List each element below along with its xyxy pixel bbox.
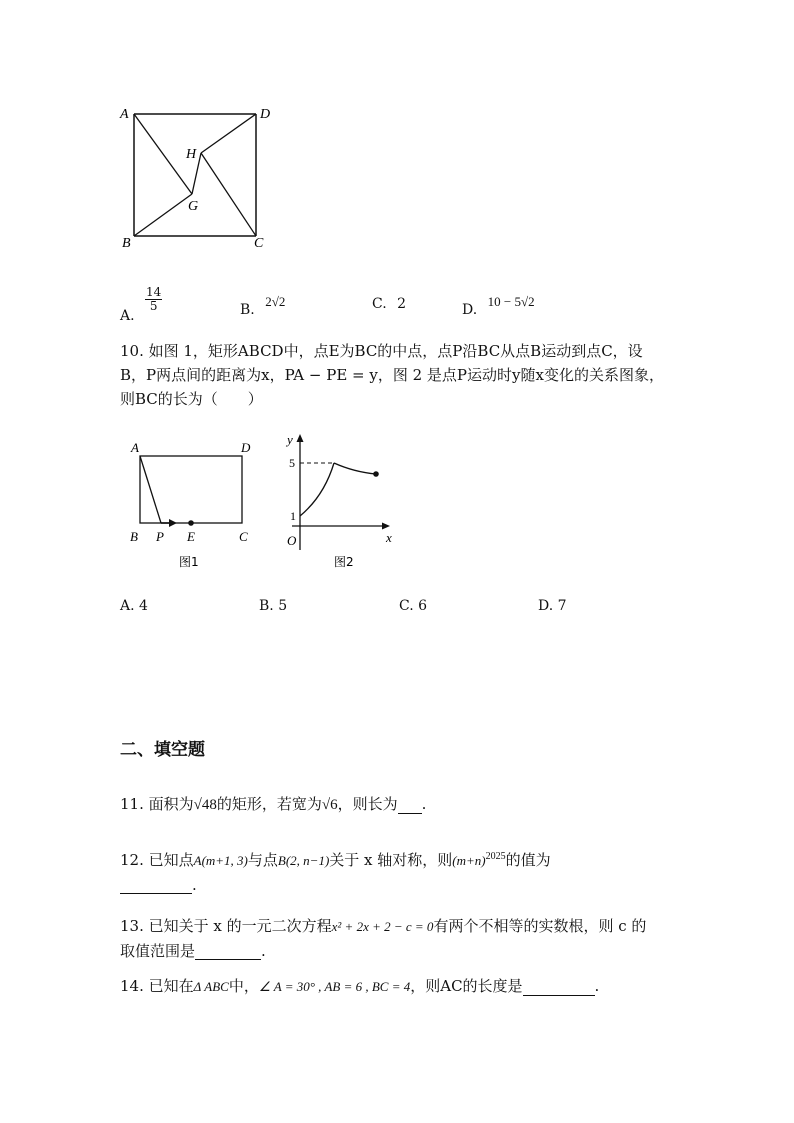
square-figure [110, 100, 290, 260]
fraction-denominator: 5 [149, 299, 158, 313]
q9-option-d-value: 10 − 5√2 [487, 294, 535, 309]
curve-falling [334, 463, 376, 474]
q9-option-b-value: 2√2 [265, 294, 286, 309]
endpoint-dot [373, 471, 379, 477]
label-b: B [122, 236, 131, 251]
q10-line-2: B，P两点间的距离为x，PA − PE = y，图 2 是点P运动时y随x变化的关系图象， [120, 366, 664, 384]
q13-suffix: 有两个不相等的实数根，则 c 的 [433, 917, 647, 935]
fig1-label-e: E [187, 529, 195, 544]
q12 [120, 848, 551, 870]
fig2-label-y: y [287, 432, 293, 447]
q14-suffix: ，则AC的长度是 [410, 977, 523, 995]
fig1-label-p: P [156, 529, 164, 544]
q14-prefix: 14. 已知在 [120, 977, 194, 995]
curve-rising [300, 463, 334, 516]
q12-answer-blank [120, 879, 192, 894]
section-title: 二、填空题 [120, 740, 205, 760]
q10-line-1: 10. 如图 1，矩形ABCD中，点E为BC的中点，点P沿BC从点B运动到点C，设 [120, 342, 643, 360]
q10-option-c: C. 6 [399, 598, 428, 614]
q13-range-text: 取值范围是 [120, 942, 196, 960]
q11-middle: 的矩形，若宽为 [216, 795, 322, 813]
y-axis-arrow [297, 434, 304, 442]
q9-option-c-value: 2 [397, 296, 407, 312]
q13-period: . [261, 942, 266, 960]
q9-option-c [372, 296, 406, 312]
q12-point-a: A(m+1, 3) [193, 853, 248, 868]
q12-exponent: 2025 [485, 851, 506, 862]
point-e-dot [188, 520, 194, 526]
fraction-14-5 [145, 286, 162, 313]
q9-option-d-prefix: D. [462, 302, 478, 318]
x-axis-arrow [382, 523, 390, 530]
q12-prefix: 12. 已知点 [120, 851, 194, 869]
q10-line-3: 则BC的长为（ ） [120, 390, 263, 408]
figure-2-graph [282, 430, 412, 580]
q10-option-d: D. 7 [538, 598, 567, 614]
q14 [120, 977, 599, 996]
figure-1-rectangle [124, 436, 264, 576]
fig2-tick-5: 5 [289, 456, 295, 470]
segment-ag [134, 114, 192, 194]
q11 [120, 795, 426, 814]
q14-answer-blank [523, 981, 595, 996]
q11-prefix: 11. 面积为 [120, 795, 194, 813]
q12-expression: (m+n) [452, 853, 486, 868]
fig2-label-o: O [287, 533, 297, 548]
q12-middle-1: 与点 [247, 851, 278, 869]
segment-ap [140, 456, 161, 523]
q9-option-b-prefix: B. [240, 302, 255, 318]
q12-answer-line [120, 876, 197, 894]
label-a: A [120, 107, 129, 122]
segment-hd [201, 114, 256, 153]
q11-answer-blank [398, 799, 422, 814]
q13-equation: x² + 2x + 2 − c = 0 [331, 919, 434, 934]
q10-option-b: B. 5 [259, 598, 288, 614]
q9-option-a [120, 285, 162, 324]
fraction-numerator: 14 [146, 285, 162, 299]
q9-option-c-prefix: C. [372, 296, 387, 312]
q9-option-b [240, 294, 286, 318]
q12-period: . [192, 876, 197, 894]
q12-middle-2: 关于 x 轴对称，则 [329, 851, 453, 869]
fig2-tick-1: 1 [290, 509, 296, 523]
q11-radical-48: √48 [193, 797, 217, 813]
rectangle-abcd [140, 456, 242, 523]
fig2-caption: 图2 [334, 555, 354, 569]
q9-option-d [462, 294, 535, 318]
q14-middle: 中， [228, 977, 259, 995]
label-d: D [260, 107, 271, 122]
label-g: G [188, 199, 199, 214]
fig1-label-a: A [131, 440, 139, 455]
fig2-label-x: x [386, 530, 392, 545]
q12-point-b: B(2, n−1) [277, 853, 330, 868]
q13-answer-blank [195, 945, 261, 960]
fig1-label-d: D [241, 440, 251, 455]
q14-period: . [594, 977, 600, 995]
segment-bg [134, 194, 192, 236]
q11-period: . [421, 795, 427, 813]
fig1-label-b: B [130, 529, 138, 544]
segment-hc [201, 153, 256, 236]
q14-triangle: Δ ABC [193, 979, 229, 994]
q13-prefix: 13. 已知关于 x 的一元二次方程 [120, 917, 332, 935]
q9-option-a-prefix: A. [120, 307, 135, 324]
label-h: H [186, 147, 197, 162]
fig1-label-c: C [239, 529, 248, 544]
fig1-caption: 图1 [179, 555, 199, 569]
arrow-head [169, 519, 177, 527]
q14-conditions: ∠ A = 30° , AB = 6 , BC = 4 [258, 979, 411, 994]
q12-suffix: 的值为 [505, 851, 551, 869]
label-c: C [254, 236, 264, 251]
q11-suffix: ，则长为 [337, 795, 398, 813]
q10-option-a: A. 4 [120, 598, 148, 614]
q11-radical-6: √6 [321, 797, 338, 813]
q13-line-2 [120, 942, 266, 960]
q13-line-1 [120, 917, 646, 936]
